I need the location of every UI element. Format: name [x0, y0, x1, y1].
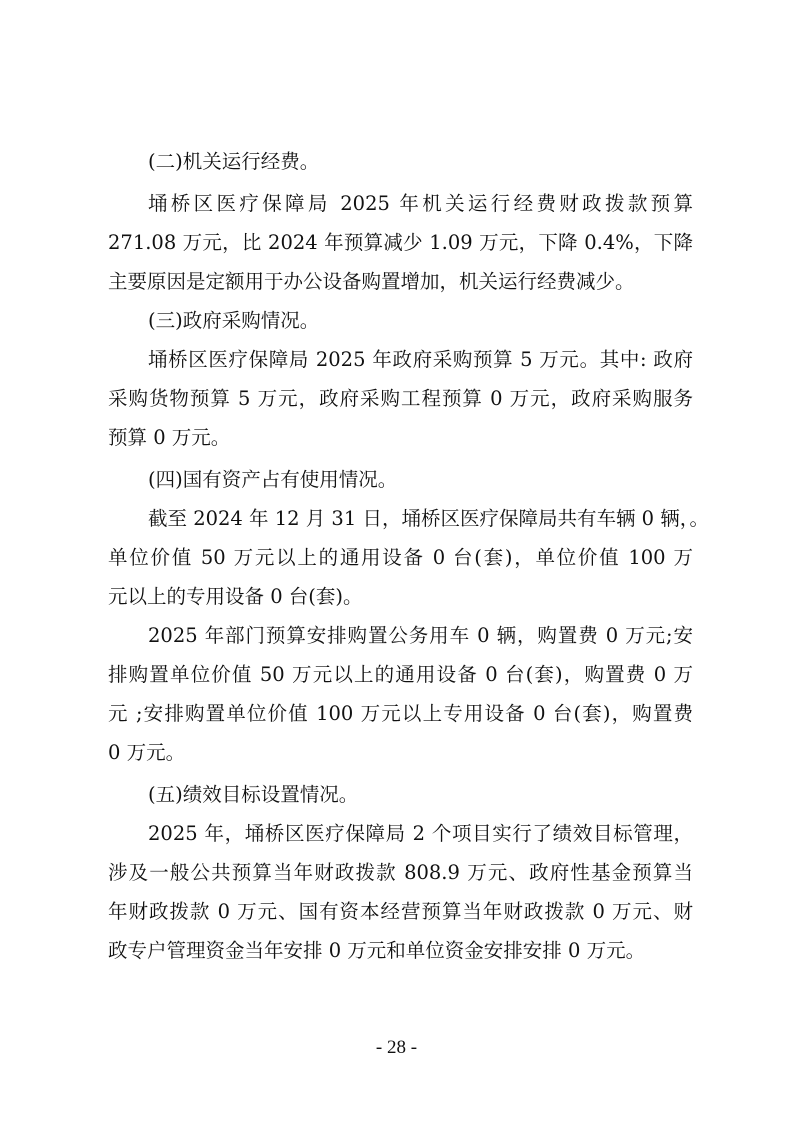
- section-heading-operating-expenses: (二)机关运行经费。: [148, 150, 320, 173]
- paragraph-line: 年财政拨款 0 万元、国有资本经营预算当年财政拨款 0 万元、财: [108, 900, 693, 923]
- page-number: - 28 -: [375, 1037, 418, 1058]
- paragraph-line: 主要原因是定额用于办公设备购置增加，机关运行经费减少。: [108, 270, 635, 293]
- paragraph-line: 排购置单位价值 50 万元以上的通用设备 0 台(套)，购置费 0 万: [108, 663, 693, 686]
- paragraph-line: 埇桥区医疗保障局 2025 年机关运行经费财政拨款预算: [148, 192, 693, 215]
- paragraph-line: 政专户管理资金当年安排 0 万元和单位资金安排安排 0 万元。: [108, 939, 646, 962]
- paragraph-line: 2025 年部门预算安排购置公务用车 0 辆，购置费 0 万元;安: [148, 624, 693, 647]
- paragraph-line: 埇桥区医疗保障局 2025 年政府采购预算 5 万元。其中: 政府: [148, 348, 693, 371]
- paragraph-line: 预算 0 万元。: [108, 426, 231, 449]
- paragraph-line: 2025 年，埇桥区医疗保障局 2 个项目实行了绩效目标管理，: [148, 822, 693, 845]
- paragraph-line: 涉及一般公共预算当年财政拨款 808.9 万元、政府性基金预算当: [108, 861, 693, 884]
- paragraph-line: 采购货物预算 5 万元，政府采购工程预算 0 万元，政府采购服务: [108, 387, 693, 410]
- paragraph-line: 元 ;安排购置单位价值 100 万元以上专用设备 0 台(套)，购置费: [108, 702, 693, 725]
- paragraph-line: 元以上的专用设备 0 台(套)。: [108, 585, 363, 608]
- paragraph-line: 截至 2024 年 12 月 31 日，埇桥区医疗保障局共有车辆 0 辆，。: [148, 507, 709, 530]
- paragraph-line: 0 万元。: [108, 741, 186, 764]
- section-heading-state-assets: (四)国有资产占有使用情况。: [148, 468, 398, 491]
- paragraph-line: 单位价值 50 万元以上的通用设备 0 台(套)，单位价值 100 万: [108, 546, 693, 569]
- section-heading-government-procurement: (三)政府采购情况。: [148, 309, 320, 332]
- paragraph-line: 271.08 万元，比 2024 年预算减少 1.09 万元，下降 0.4%，下降: [108, 231, 693, 254]
- section-heading-performance-goals: (五)绩效目标设置情况。: [148, 783, 359, 806]
